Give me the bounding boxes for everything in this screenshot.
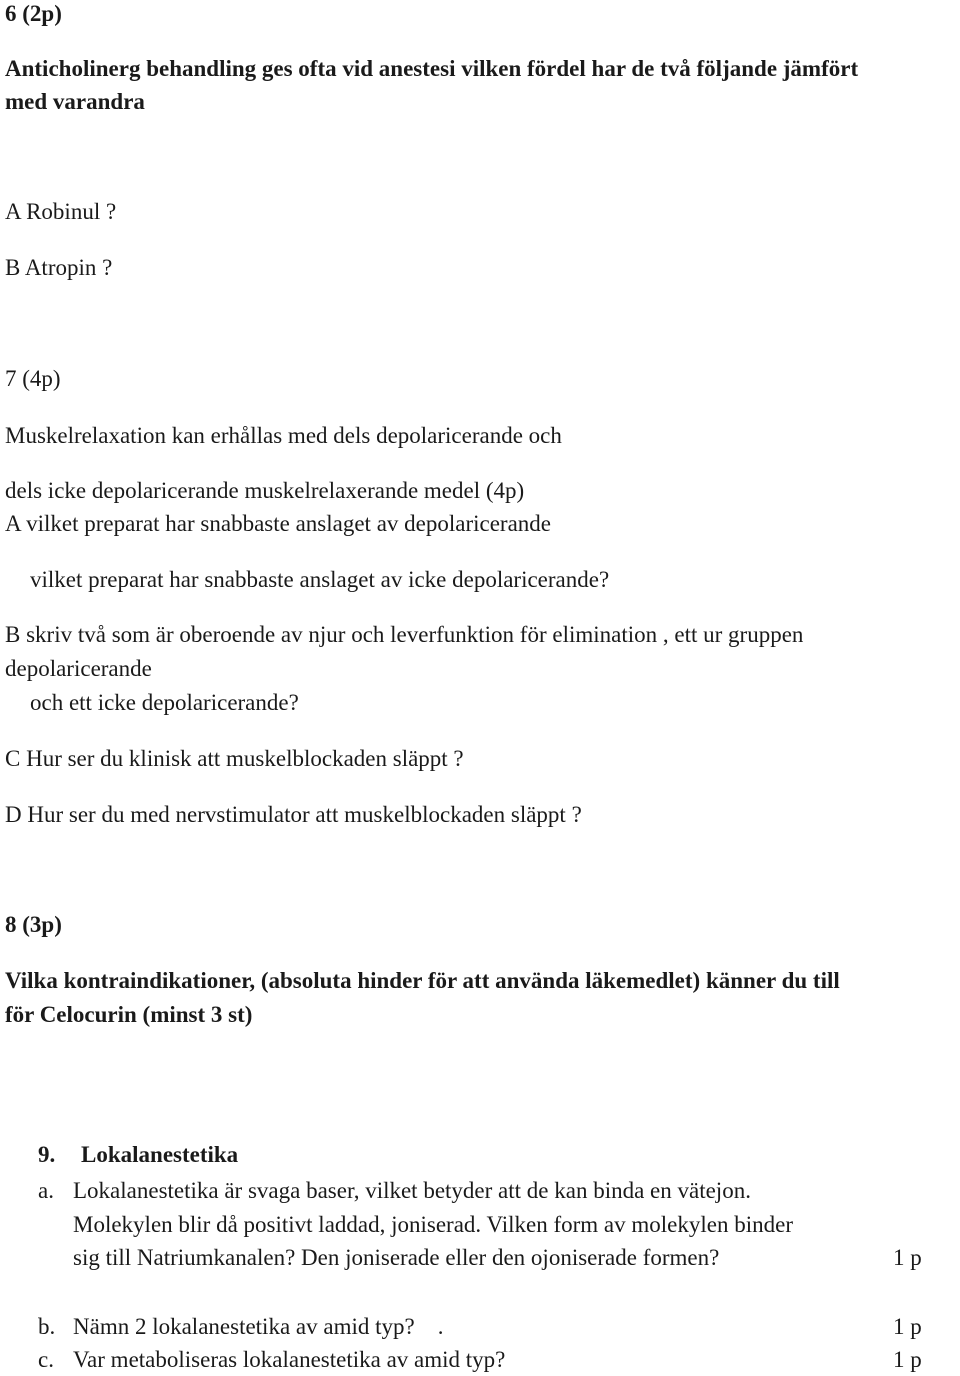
q8-question-line1: Vilka kontraindikationer, (absoluta hinder för att använda läkemedlet) känner du till xyxy=(5,968,840,993)
q9-a-line2: Molekylen blir då positivt laddad, joniserad. Vilken form av molekylen binder xyxy=(73,1212,793,1237)
q9-b-points: 1 p xyxy=(893,1314,922,1339)
q9-c-points: 1 p xyxy=(893,1347,922,1372)
q6-option-b: B Atropin ? xyxy=(5,255,113,280)
q7-heading: 7 (4p) xyxy=(5,366,61,391)
q6-option-a: A Robinul ? xyxy=(5,199,117,224)
q7-intro-line1: Muskelrelaxation kan erhållas med dels depolaricerande och xyxy=(5,423,562,448)
q9-c-marker: c. xyxy=(38,1347,54,1372)
q9-c-line1: Var metaboliseras lokalanestetika av amid typ? xyxy=(73,1347,506,1372)
q7-d-line: D Hur ser du med nervstimulator att muskelblockaden släppt ? xyxy=(5,802,582,827)
q9-heading xyxy=(38,1141,238,1169)
q7-b-line1: B skriv två som är oberoende av njur och leverfunktion för elimination , ett ur gruppen xyxy=(5,622,804,647)
q7-intro-line2: dels icke depolaricerande muskelrelaxerande medel (4p) xyxy=(5,478,525,503)
q7-a-line2: vilket preparat har snabbaste anslaget av icke depolaricerande? xyxy=(30,567,610,592)
q6-question-line1: Anticholinerg behandling ges ofta vid anestesi vilken fördel har de två följande jämfört xyxy=(5,56,859,81)
q7-c-line: C Hur ser du klinisk att muskelblockaden släppt ? xyxy=(5,746,464,771)
q6-heading: 6 (2p) xyxy=(5,1,62,26)
q7-b-line2: depolaricerande xyxy=(5,656,152,681)
q9-number: 9. xyxy=(38,1142,56,1167)
q9-a-line3: sig till Natriumkanalen? Den joniserade eller den ojoniserade formen? xyxy=(73,1245,720,1270)
q9-a-points: 1 p xyxy=(893,1245,922,1270)
q6-question-line2: med varandra xyxy=(5,89,145,114)
q9-b-marker: b. xyxy=(38,1314,56,1339)
q8-heading: 8 (3p) xyxy=(5,912,62,937)
q7-a-line1: A vilket preparat har snabbaste anslaget av depolaricerande xyxy=(5,511,552,536)
q9-b-line1: Nämn 2 lokalanestetika av amid typ? . xyxy=(73,1314,444,1339)
q9-a-line1: Lokalanestetika är svaga baser, vilket betyder att de kan binda en vätejon. xyxy=(73,1178,751,1203)
q7-b-line3: och ett icke depolaricerande? xyxy=(30,690,299,715)
q9-title: Lokalanestetika xyxy=(81,1142,239,1167)
q8-question-line2: för Celocurin (minst 3 st) xyxy=(5,1002,253,1027)
q9-a-marker: a. xyxy=(38,1178,54,1203)
